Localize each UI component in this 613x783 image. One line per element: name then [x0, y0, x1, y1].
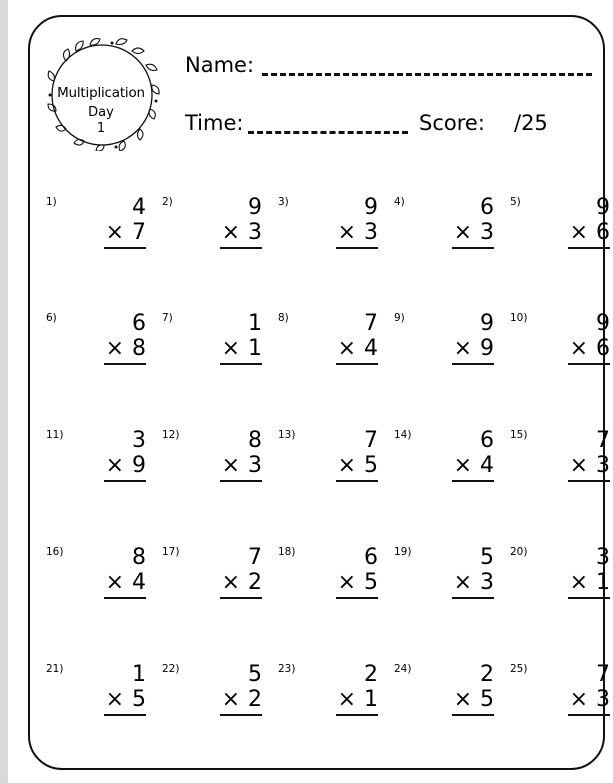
problem-top-factor: 7 [596, 428, 610, 453]
problem-bottom-row [550, 571, 610, 595]
problem-bottom-factor: 5 [132, 687, 146, 712]
answer-line[interactable] [220, 714, 262, 716]
problem-number: 13) [278, 429, 296, 441]
multiply-sign: × [337, 336, 356, 361]
answer-line[interactable] [568, 363, 610, 365]
problem-number: 24) [394, 663, 412, 675]
problem-number: 19) [394, 546, 412, 558]
multiply-sign: × [337, 220, 356, 245]
answer-line[interactable] [220, 363, 262, 365]
problem-bottom-row [550, 337, 610, 361]
problem-bottom-factor: 3 [364, 220, 378, 245]
problem-top-factor: 6 [480, 428, 494, 453]
problem-item [278, 312, 378, 372]
problem-bottom-row [434, 571, 494, 595]
problem-number: 10) [510, 312, 528, 324]
multiply-sign: × [337, 570, 356, 595]
score-label: Score: [419, 111, 485, 135]
badge-day-number: 1 [96, 121, 106, 136]
problem-bottom-row [318, 454, 378, 478]
problem-bottom-row [86, 571, 146, 595]
problem-number: 14) [394, 429, 412, 441]
problem-bottom-row [318, 688, 378, 712]
problem-item [162, 196, 262, 256]
problem-item [46, 429, 146, 489]
problem-number: 15) [510, 429, 528, 441]
problem-bottom-factor: 5 [480, 687, 494, 712]
problem-bottom-factor: 3 [480, 570, 494, 595]
multiply-sign: × [337, 453, 356, 478]
problem-item [394, 663, 494, 723]
answer-line[interactable] [568, 480, 610, 482]
answer-line[interactable] [568, 597, 610, 599]
problem-item [278, 663, 378, 723]
problem-top-factor: 7 [596, 662, 610, 687]
problem-number: 4) [394, 196, 405, 208]
answer-line[interactable] [104, 363, 146, 365]
problem-item [46, 312, 146, 372]
problem-item [162, 663, 262, 723]
multiply-sign: × [105, 220, 124, 245]
multiply-sign: × [105, 453, 124, 478]
problem-item [46, 663, 146, 723]
problem-bottom-factor: 5 [364, 570, 378, 595]
answer-line[interactable] [336, 597, 378, 599]
problem-top-factor: 8 [248, 428, 262, 453]
problem-item [510, 196, 610, 256]
answer-line[interactable] [452, 247, 494, 249]
problem-top-factor: 6 [480, 195, 494, 220]
problem-item [510, 663, 610, 723]
problem-bottom-row [434, 454, 494, 478]
problem-number: 11) [46, 429, 64, 441]
problem-bottom-factor: 9 [132, 453, 146, 478]
answer-line[interactable] [568, 714, 610, 716]
answer-line[interactable] [336, 714, 378, 716]
problem-top-factor: 9 [248, 195, 262, 220]
answer-line[interactable] [336, 247, 378, 249]
problem-bottom-row [318, 337, 378, 361]
name-label: Name: [185, 53, 255, 77]
badge-day-label: Day [88, 105, 114, 120]
problem-bottom-factor: 3 [596, 453, 610, 478]
problem-item [394, 196, 494, 256]
multiply-sign: × [337, 687, 356, 712]
multiply-sign: × [453, 570, 472, 595]
problem-item [510, 429, 610, 489]
problem-number: 22) [162, 663, 180, 675]
badge-title: Multiplication [57, 85, 145, 101]
page-edge [0, 0, 8, 783]
problem-number: 16) [46, 546, 64, 558]
problem-number: 3) [278, 196, 289, 208]
problem-top-factor: 7 [364, 311, 378, 336]
multiply-sign: × [453, 453, 472, 478]
problem-bottom-row [86, 454, 146, 478]
problem-bottom-factor: 3 [248, 453, 262, 478]
problem-bottom-row [86, 221, 146, 245]
problem-item [278, 196, 378, 256]
multiply-sign: × [569, 570, 588, 595]
multiply-sign: × [221, 220, 240, 245]
problem-top-factor: 1 [132, 662, 146, 687]
problem-number: 20) [510, 546, 528, 558]
answer-line[interactable] [104, 597, 146, 599]
problem-item [394, 546, 494, 606]
problem-number: 25) [510, 663, 528, 675]
problem-top-factor: 2 [364, 662, 378, 687]
answer-line[interactable] [336, 363, 378, 365]
problem-bottom-row [202, 221, 262, 245]
multiply-sign: × [453, 220, 472, 245]
problem-bottom-factor: 7 [132, 220, 146, 245]
problem-number: 2) [162, 196, 173, 208]
problem-number: 7) [162, 312, 173, 324]
title-badge [46, 31, 166, 151]
multiply-sign: × [453, 336, 472, 361]
problem-bottom-row [318, 571, 378, 595]
problem-item [162, 429, 262, 489]
problem-top-factor: 8 [132, 545, 146, 570]
problem-bottom-row [86, 688, 146, 712]
problem-bottom-row [202, 571, 262, 595]
problem-number: 17) [162, 546, 180, 558]
problem-number: 6) [46, 312, 57, 324]
problem-item [510, 312, 610, 372]
problem-bottom-row [86, 337, 146, 361]
answer-line[interactable] [452, 714, 494, 716]
problem-item [162, 312, 262, 372]
problem-bottom-factor: 3 [596, 687, 610, 712]
answer-line[interactable] [452, 363, 494, 365]
problem-top-factor: 6 [364, 545, 378, 570]
problem-bottom-row [434, 221, 494, 245]
multiply-sign: × [105, 687, 124, 712]
problem-top-factor: 2 [480, 662, 494, 687]
problem-bottom-factor: 6 [596, 336, 610, 361]
worksheet [28, 15, 610, 770]
name-field[interactable] [262, 73, 592, 76]
multiply-sign: × [569, 453, 588, 478]
problem-top-factor: 9 [596, 195, 610, 220]
answer-line[interactable] [104, 714, 146, 716]
multiply-sign: × [569, 336, 588, 361]
problem-bottom-row [202, 337, 262, 361]
problem-top-factor: 3 [132, 428, 146, 453]
problem-bottom-factor: 3 [480, 220, 494, 245]
problem-bottom-factor: 1 [364, 687, 378, 712]
multiply-sign: × [221, 570, 240, 595]
answer-line[interactable] [104, 480, 146, 482]
problem-bottom-factor: 2 [248, 687, 262, 712]
problem-bottom-row [318, 221, 378, 245]
problem-bottom-row [202, 688, 262, 712]
multiply-sign: × [569, 220, 588, 245]
problem-item [278, 546, 378, 606]
answer-line[interactable] [220, 480, 262, 482]
problem-bottom-factor: 9 [480, 336, 494, 361]
problem-bottom-factor: 4 [364, 336, 378, 361]
score-total: /25 [514, 111, 548, 135]
problem-number: 12) [162, 429, 180, 441]
answer-line[interactable] [568, 247, 610, 249]
answer-line[interactable] [220, 247, 262, 249]
answer-line[interactable] [336, 480, 378, 482]
problem-item [162, 546, 262, 606]
multiply-sign: × [569, 687, 588, 712]
problem-top-factor: 7 [248, 545, 262, 570]
problem-number: 9) [394, 312, 405, 324]
problem-top-factor: 4 [132, 195, 146, 220]
problem-top-factor: 9 [596, 311, 610, 336]
problem-bottom-row [550, 688, 610, 712]
problem-top-factor: 9 [364, 195, 378, 220]
problem-item [510, 546, 610, 606]
problem-number: 1) [46, 196, 57, 208]
problem-bottom-factor: 5 [364, 453, 378, 478]
problem-item [394, 429, 494, 489]
problem-bottom-factor: 1 [248, 336, 262, 361]
problem-item [46, 546, 146, 606]
multiply-sign: × [221, 687, 240, 712]
problem-bottom-factor: 4 [480, 453, 494, 478]
problem-item [278, 429, 378, 489]
answer-line[interactable] [104, 247, 146, 249]
multiply-sign: × [105, 570, 124, 595]
multiply-sign: × [221, 336, 240, 361]
problem-number: 21) [46, 663, 64, 675]
time-field[interactable] [248, 131, 408, 134]
problem-top-factor: 3 [596, 545, 610, 570]
problem-bottom-row [550, 221, 610, 245]
answer-line[interactable] [452, 597, 494, 599]
problem-top-factor: 9 [480, 311, 494, 336]
problem-number: 18) [278, 546, 296, 558]
problem-bottom-factor: 1 [596, 570, 610, 595]
problem-top-factor: 5 [248, 662, 262, 687]
multiply-sign: × [221, 453, 240, 478]
problem-number: 5) [510, 196, 521, 208]
problem-bottom-factor: 2 [248, 570, 262, 595]
problem-top-factor: 5 [480, 545, 494, 570]
problem-number: 8) [278, 312, 289, 324]
problem-bottom-row [434, 337, 494, 361]
problem-top-factor: 6 [132, 311, 146, 336]
problem-bottom-row [202, 454, 262, 478]
problem-bottom-factor: 6 [596, 220, 610, 245]
time-label: Time: [185, 111, 244, 135]
answer-line[interactable] [452, 480, 494, 482]
problem-bottom-row [550, 454, 610, 478]
problem-item [394, 312, 494, 372]
problem-bottom-row [434, 688, 494, 712]
problem-top-factor: 7 [364, 428, 378, 453]
multiply-sign: × [105, 336, 124, 361]
multiply-sign: × [453, 687, 472, 712]
problem-bottom-factor: 8 [132, 336, 146, 361]
problem-item [46, 196, 146, 256]
answer-line[interactable] [220, 597, 262, 599]
problem-bottom-factor: 4 [132, 570, 146, 595]
problem-number: 23) [278, 663, 296, 675]
problem-bottom-factor: 3 [248, 220, 262, 245]
problem-top-factor: 1 [248, 311, 262, 336]
